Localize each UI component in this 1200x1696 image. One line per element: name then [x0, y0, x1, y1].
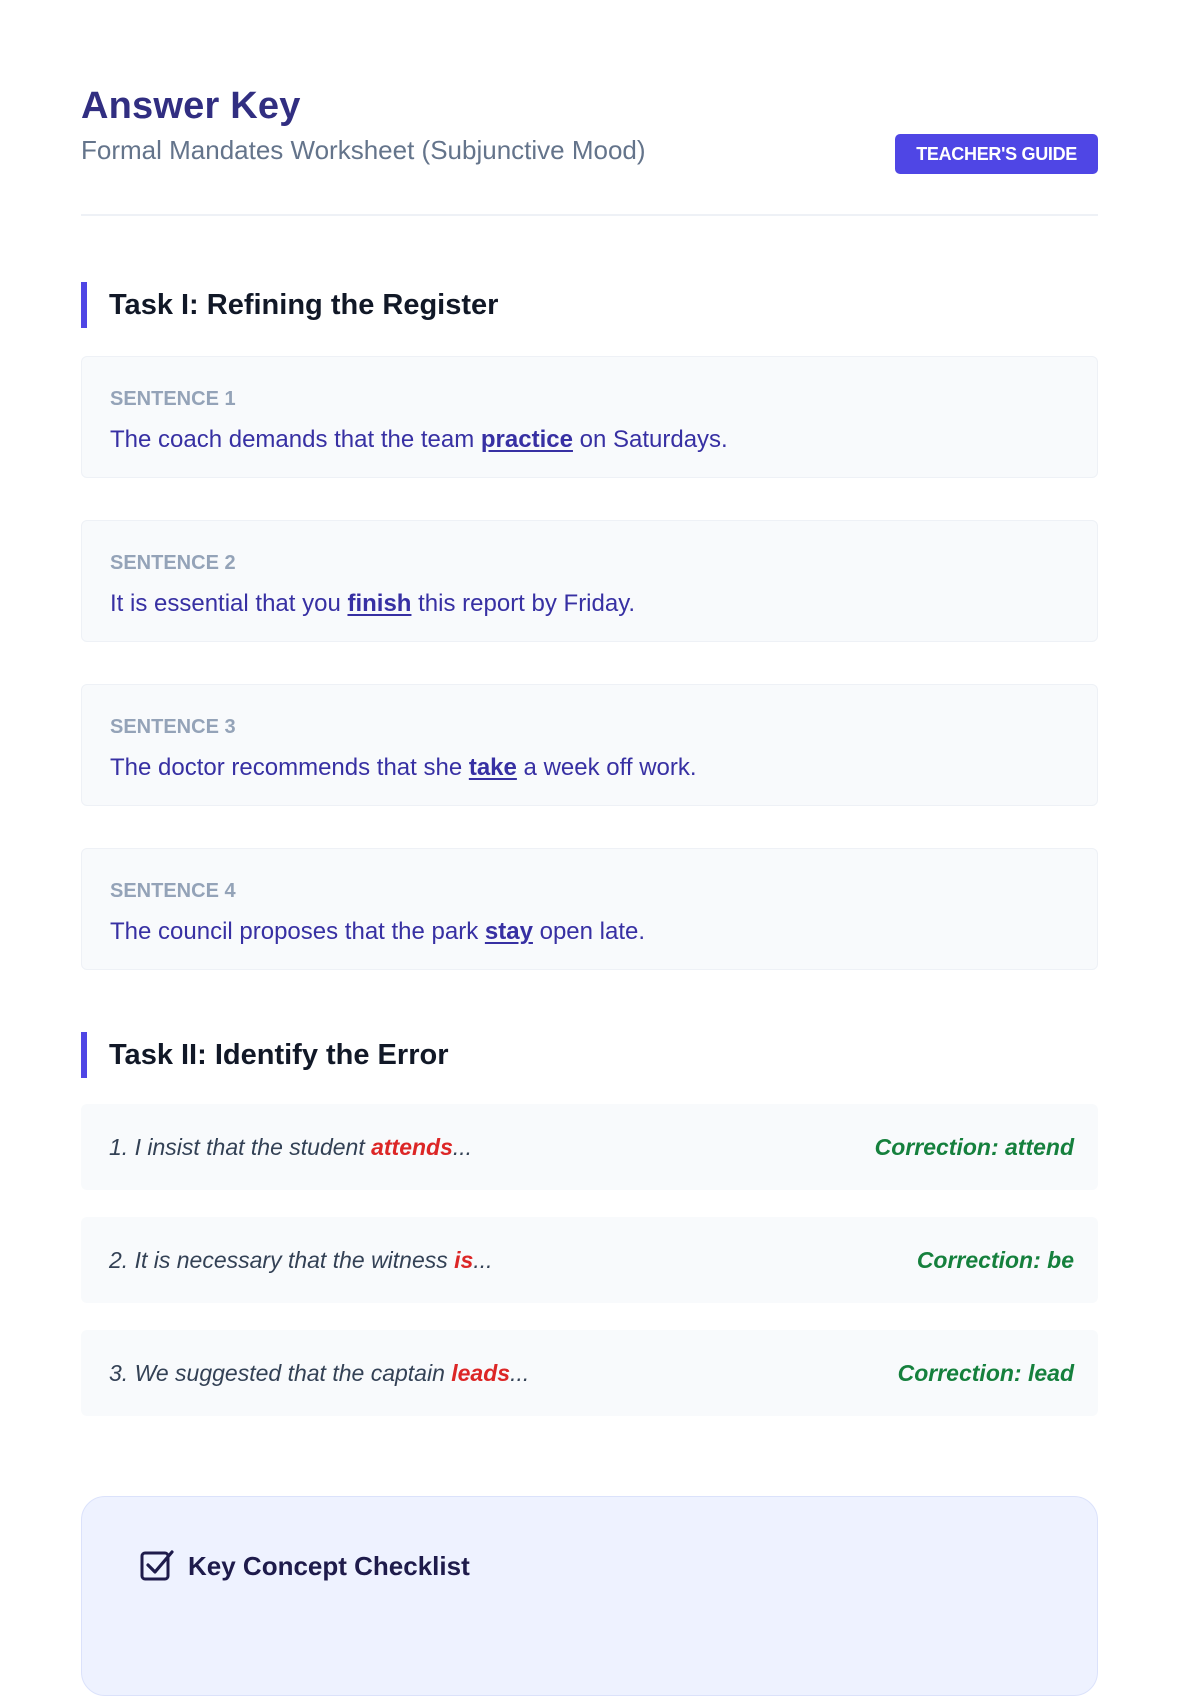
- error-sentence-before: 3. We suggested that the captain: [109, 1359, 452, 1386]
- sentence-label: SENTENCE 4: [110, 880, 236, 902]
- sentence-card-3: [81, 684, 1098, 806]
- sentence-card-1: [81, 356, 1098, 478]
- sentence-text-before: The council proposes that the park: [110, 918, 485, 945]
- error-sentence-after: ...: [510, 1359, 530, 1386]
- error-sentence-before: 2. It is necessary that the witness: [109, 1246, 455, 1273]
- task-1-sentence-list: [81, 356, 1098, 970]
- sentence-text-after: this report by Friday.: [411, 590, 636, 617]
- correction-text: Correction: be: [916, 1246, 1074, 1273]
- sentence-label: SENTENCE 1: [110, 388, 236, 410]
- sentence-text: [110, 753, 1069, 783]
- checklist-header: [138, 1547, 1041, 1585]
- sentence-text-before: It is essential that you: [110, 590, 348, 617]
- answer-word: finish: [347, 590, 412, 617]
- checkbox-checked-icon: [138, 1547, 176, 1585]
- sentence-text-after: on Saturdays.: [572, 426, 728, 453]
- answer-word: stay: [484, 918, 533, 945]
- error-row-1: [81, 1104, 1098, 1190]
- answer-word: take: [468, 754, 517, 781]
- error-sentence: [109, 1360, 529, 1387]
- task-2-title: Task II: Identify the Error: [81, 1032, 1098, 1078]
- error-sentence-before: 1. I insist that the student: [109, 1133, 372, 1160]
- sentence-text-after: open late.: [532, 918, 646, 945]
- sentence-text-before: The coach demands that the team: [110, 426, 481, 453]
- error-sentence-after: ...: [452, 1133, 473, 1160]
- task-2-error-list: [81, 1104, 1098, 1416]
- sentence-card-4: [81, 848, 1098, 970]
- page-title: Answer Key: [81, 85, 301, 127]
- sentence-text-before: The doctor recommends that she: [110, 754, 469, 781]
- answer-word: practice: [480, 426, 573, 453]
- sentence-card-2: [81, 520, 1098, 642]
- sentence-text: [110, 917, 1069, 947]
- sentence-label: SENTENCE 2: [110, 552, 236, 574]
- error-row-3: [81, 1330, 1098, 1416]
- error-sentence-after: ...: [473, 1246, 493, 1273]
- sentence-label: SENTENCE 3: [110, 716, 236, 738]
- sentence-text: [110, 425, 1069, 455]
- error-sentence: [109, 1247, 493, 1274]
- teachers-guide-badge: TEACHER'S GUIDE: [895, 134, 1098, 174]
- correction-text: Correction: attend: [874, 1133, 1074, 1160]
- correction-text: Correction: lead: [897, 1359, 1074, 1386]
- error-word: leads: [451, 1359, 511, 1386]
- error-sentence: [109, 1134, 472, 1161]
- key-concept-checklist: [81, 1496, 1098, 1696]
- page-header: [81, 0, 1098, 216]
- page-subtitle: Formal Mandates Worksheet (Subjunctive Mood): [81, 135, 646, 165]
- sentence-text: [110, 589, 1069, 619]
- error-word: is: [454, 1246, 474, 1273]
- error-row-2: [81, 1217, 1098, 1303]
- error-word: attends: [371, 1133, 453, 1160]
- sentence-text-after: a week off work.: [516, 754, 697, 781]
- task-1-title: Task I: Refining the Register: [81, 282, 1098, 328]
- checklist-title: Key Concept Checklist: [188, 1551, 470, 1581]
